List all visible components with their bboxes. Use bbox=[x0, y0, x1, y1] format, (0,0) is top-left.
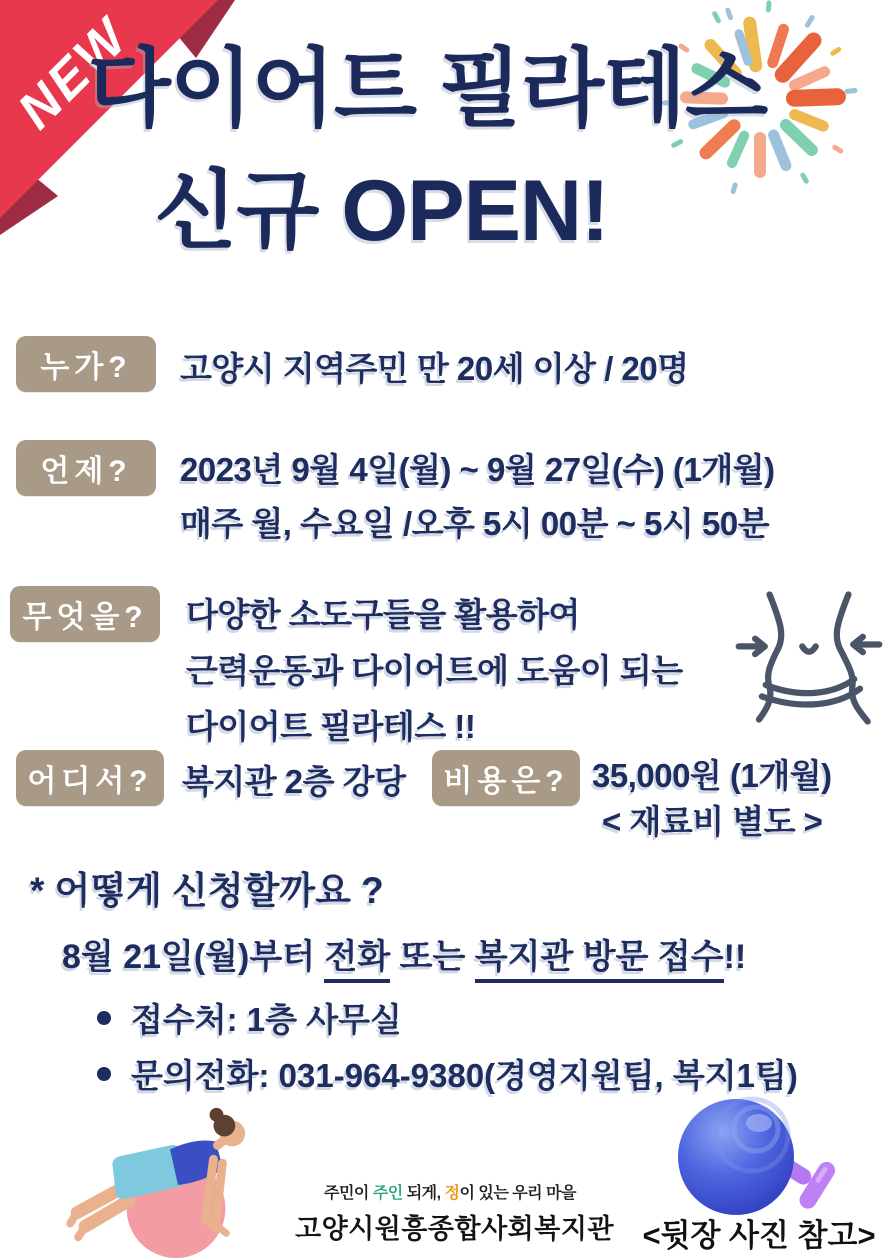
bullet-phone-text: 문의전화: 031-964-9380(경영지원팀, 복지1팀) bbox=[131, 1057, 798, 1094]
blue-gym-ball bbox=[678, 1099, 794, 1215]
ribbon-label: NEW bbox=[7, 7, 141, 141]
bullet-phone bbox=[97, 1050, 798, 1097]
how-underline-visit: 복지관 방문 접수 bbox=[475, 938, 724, 983]
what-line2: 근력운동과 다이어트에 도움이 되는 bbox=[186, 652, 683, 689]
bullet-reception bbox=[97, 994, 402, 1041]
slogan-part1: 주민이 bbox=[324, 1185, 373, 1202]
org-name: 고양시원흥종합사회복지관 bbox=[295, 1214, 614, 1244]
back-page-caption: <뒷장 사진 참고> bbox=[642, 1218, 876, 1253]
bullet-dot-icon bbox=[97, 1011, 111, 1025]
label-what: 무엇을? bbox=[10, 586, 160, 642]
page-title bbox=[0, 28, 891, 272]
label-when: 언제? bbox=[16, 440, 156, 496]
slogan-highlight-orange: 정 bbox=[444, 1185, 460, 1202]
what-line1: 다양한 소도구들을 활용하여 bbox=[186, 596, 580, 633]
bullet-reception-text: 접수처: 1층 사무실 bbox=[131, 1001, 402, 1038]
pilates-ball-exercise-illustration bbox=[58, 1094, 288, 1260]
org-slogan bbox=[295, 1180, 605, 1203]
how-part3: !! bbox=[723, 938, 747, 976]
label-where: 어디서? bbox=[16, 750, 164, 806]
where-content: 복지관 2층 강당 bbox=[182, 763, 406, 800]
how-part1: 8월 21일(월)부터 bbox=[62, 938, 325, 976]
when-line1: 2023년 9월 4일(월) ~ 9월 27일(수) (1개월) bbox=[180, 451, 775, 488]
how-part2: 또는 bbox=[390, 938, 475, 976]
how-underline-phone: 전화 bbox=[324, 938, 390, 983]
label-cost: 비용은? bbox=[432, 750, 580, 806]
cost-line1: 35,000원 (1개월) bbox=[592, 757, 832, 794]
how-heading: * 어떻게 신청할까요 ? bbox=[30, 870, 384, 911]
slogan-part2: 되게, bbox=[402, 1185, 445, 1202]
slogan-part3: 이 있는 우리 마을 bbox=[459, 1185, 576, 1202]
bullet-dot-icon bbox=[97, 1067, 111, 1081]
title-line2: 신규 OPEN! bbox=[154, 163, 609, 260]
when-line2: 매주 월, 수요일 /오후 5시 00분 ~ 5시 50분 bbox=[180, 505, 770, 542]
title-line1: 다이어트 필라테스 bbox=[87, 41, 768, 137]
gym-ball-dumbbell-illustration bbox=[658, 1095, 843, 1220]
org-logo bbox=[295, 1180, 614, 1246]
slim-waist-icon bbox=[733, 586, 885, 728]
slogan-highlight-teal: 주인 bbox=[372, 1185, 403, 1202]
who-content: 고양시 지역주민 만 20세 이상 / 20명 bbox=[180, 350, 689, 387]
what-line3: 다이어트 필라테스 !! bbox=[186, 708, 476, 745]
how-sentence bbox=[62, 929, 746, 978]
label-who: 누가? bbox=[16, 336, 156, 392]
cost-line2: < 재료비 별도 > bbox=[602, 803, 823, 840]
